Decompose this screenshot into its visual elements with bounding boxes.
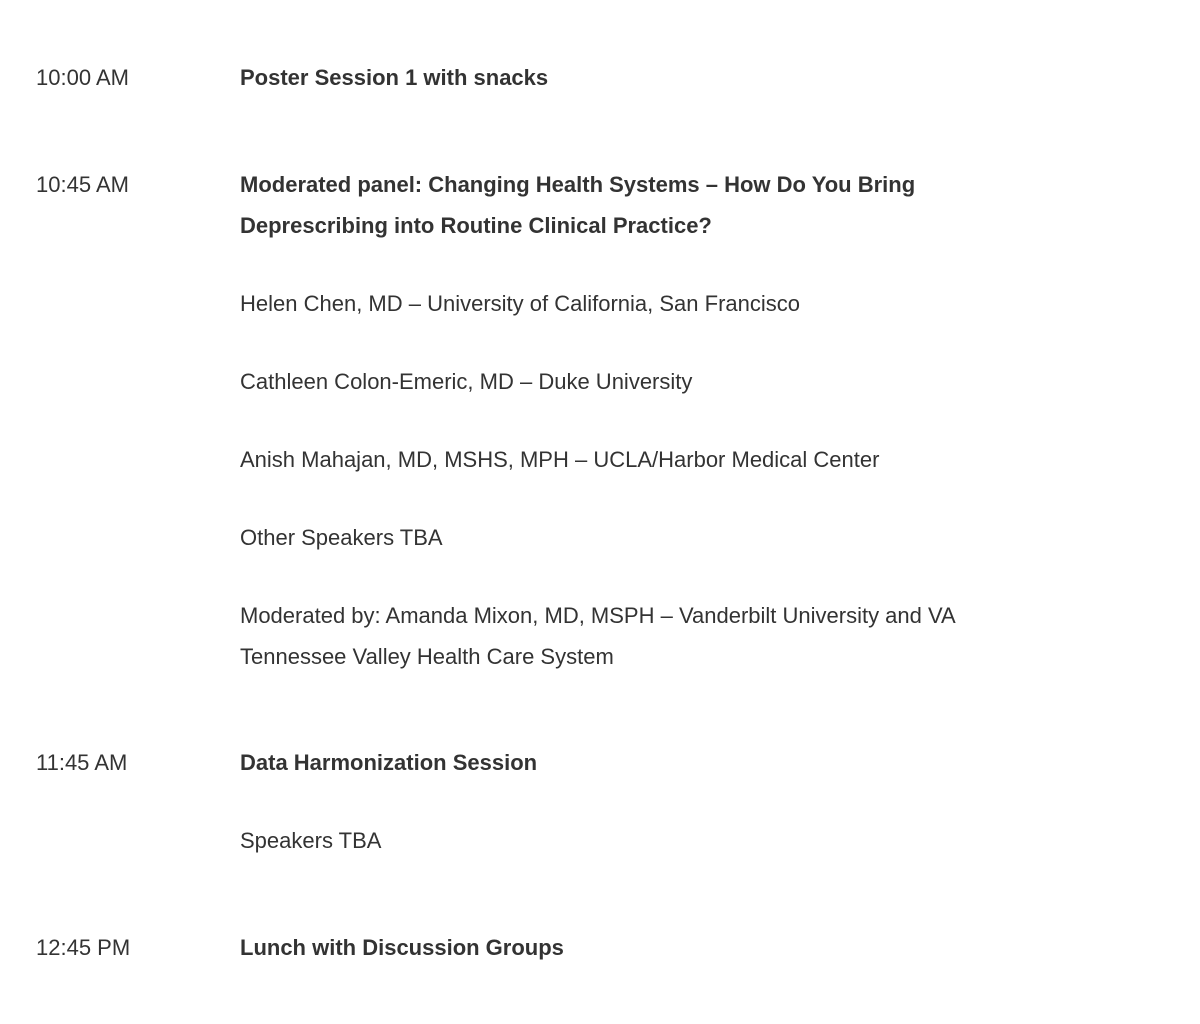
speaker-line: Helen Chen, MD – University of California, San Francisco (240, 291, 801, 316)
session-time: 11:45 AM (36, 750, 128, 775)
session-title: Lunch with Discussion Groups (240, 935, 564, 960)
speaker-line: Other Speakers TBA (240, 525, 443, 550)
session-title: Poster Session 1 with snacks (240, 65, 549, 90)
session-content (240, 164, 1020, 677)
session-title: Data Harmonization Session (240, 750, 538, 775)
speaker-line: Anish Mahajan, MD, MSHS, MPH – UCLA/Harbor Medical Center (240, 447, 880, 472)
session-content (240, 742, 1020, 861)
session-time: 10:00 AM (36, 65, 129, 90)
moderator-line: Moderated by: Amanda Mixon, MD, MSPH – Vanderbilt University and VA Tennessee Valley Health Care System (240, 603, 955, 669)
session-content (240, 57, 1020, 98)
session-time: 12:45 PM (36, 935, 131, 960)
speaker-line: Speakers TBA (240, 828, 382, 853)
session-content (240, 927, 1020, 968)
session-time: 10:45 AM (36, 172, 129, 197)
speaker-line: Cathleen Colon-Emeric, MD – Duke University (240, 369, 693, 394)
session-title: Moderated panel: Changing Health Systems – How Do You Bring Deprescribing into Routine Clinical Practice? (240, 172, 916, 238)
